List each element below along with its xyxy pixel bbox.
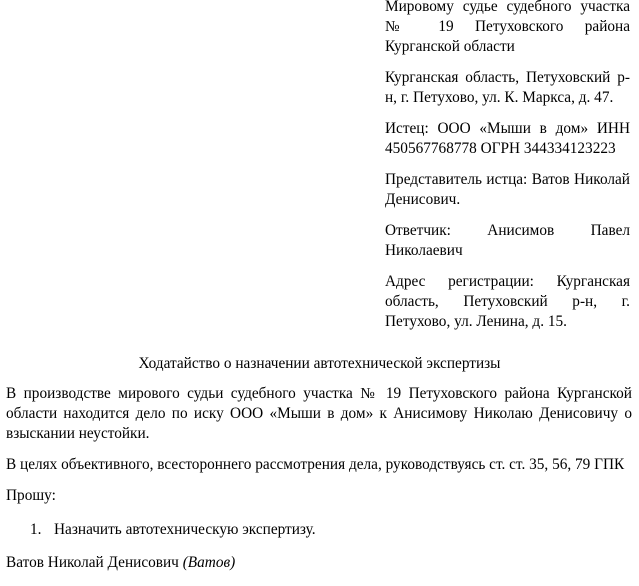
document-body (6, 384, 632, 584)
representative-info: Представитель истца: Ватов Николай Денисович. (385, 171, 630, 208)
request-intro: Прошу: (6, 487, 56, 504)
body-paragraph-1: В производстве мирового судьи судебного участка № 19 Петуховского района Курганской области находится дело по иску ООО «Мыши в дом» к Анисимову Николаю Денисовичу о взыскании неустойки. (6, 385, 632, 442)
request-list (6, 520, 632, 540)
addressee-block (385, 0, 630, 343)
request-number: 1. (30, 521, 42, 538)
body-paragraph-2: В целях объективного, всестороннего рассмотрения дела, руководствуясь ст. ст. 35, 56, 79 ГПК (6, 456, 625, 473)
court-addressee: Мировому судье судебного участка № 19 Петуховского района Курганской области (385, 0, 630, 55)
court-address: Курганская область, Петуховский р-н, г. Петухово, ул. К. Маркса, д. 47. (385, 69, 630, 106)
registration-address: Адрес регистрации: Курганская область, Петуховский р-н, г. Петухово, ул. Ленина, д. 15. (385, 273, 630, 330)
document-title: Ходатайство о назначении автотехнической экспертизы (138, 355, 501, 372)
plaintiff-info: Истец: ООО «Мыши в дом» ИНН 450567768778 ОГРН 344334123223 (385, 120, 630, 157)
defendant-info: Ответчик: Анисимов Павел Николаевич (385, 222, 630, 259)
request-text: Назначить автотехническую экспертизу. (54, 521, 316, 538)
signature-handwritten: (Ватов) (182, 554, 236, 571)
request-item (6, 520, 632, 540)
signature-name: Ватов Николай Денисович (6, 554, 179, 571)
signature-line (6, 553, 632, 573)
